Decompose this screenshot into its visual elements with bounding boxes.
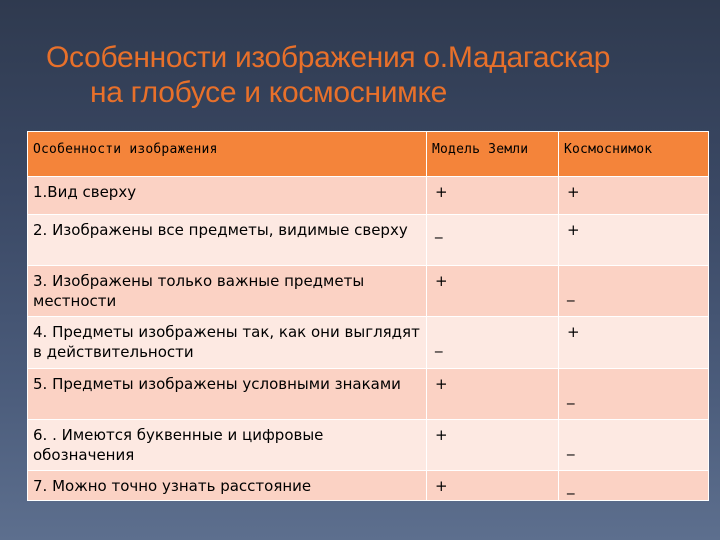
feature-cell: 5. Предметы изображены условными знаками — [28, 369, 427, 420]
globe-mark-cell: + — [427, 266, 559, 317]
slide-title — [46, 40, 686, 110]
feature-cell: 1.Вид сверху — [28, 177, 427, 215]
satellite-mark-cell: _ — [559, 471, 709, 501]
table-row — [28, 177, 709, 215]
header-features: Особенности изображения — [28, 132, 427, 177]
feature-cell: 3. Изображены только важные предметы местности — [28, 266, 427, 317]
feature-cell: 4. Предметы изображены так, как они выглядят в действительности — [28, 317, 427, 369]
satellite-mark-cell: + — [559, 317, 709, 369]
globe-mark-cell: + — [427, 177, 559, 215]
globe-mark-cell: + — [427, 420, 559, 471]
globe-mark-cell: + — [427, 471, 559, 501]
header-satellite-image: Космоснимок — [559, 132, 709, 177]
comparison-table — [27, 131, 709, 501]
table-header-row — [28, 132, 709, 177]
slide-title-line-1: Особенности изображения о.Мадагаскар — [46, 41, 611, 74]
table-row — [28, 420, 709, 471]
satellite-mark-cell: + — [559, 215, 709, 266]
slide-title-line-2: на глобусе и космоснимке — [90, 76, 448, 109]
table-row — [28, 215, 709, 266]
satellite-mark-cell: + — [559, 177, 709, 215]
globe-mark-cell: + — [427, 369, 559, 420]
feature-cell: 2. Изображены все предметы, видимые сверху — [28, 215, 427, 266]
table-row — [28, 471, 709, 501]
header-globe-model: Модель Земли — [427, 132, 559, 177]
satellite-mark-cell: _ — [559, 266, 709, 317]
globe-mark-cell: _ — [427, 317, 559, 369]
table-row — [28, 369, 709, 420]
feature-cell: 6. . Имеются буквенные и цифровые обозначения — [28, 420, 427, 471]
table-row — [28, 317, 709, 369]
satellite-mark-cell: _ — [559, 420, 709, 471]
table-row — [28, 266, 709, 317]
feature-cell: 7. Можно точно узнать расстояние — [28, 471, 427, 501]
globe-mark-cell: _ — [427, 215, 559, 266]
satellite-mark-cell: _ — [559, 369, 709, 420]
